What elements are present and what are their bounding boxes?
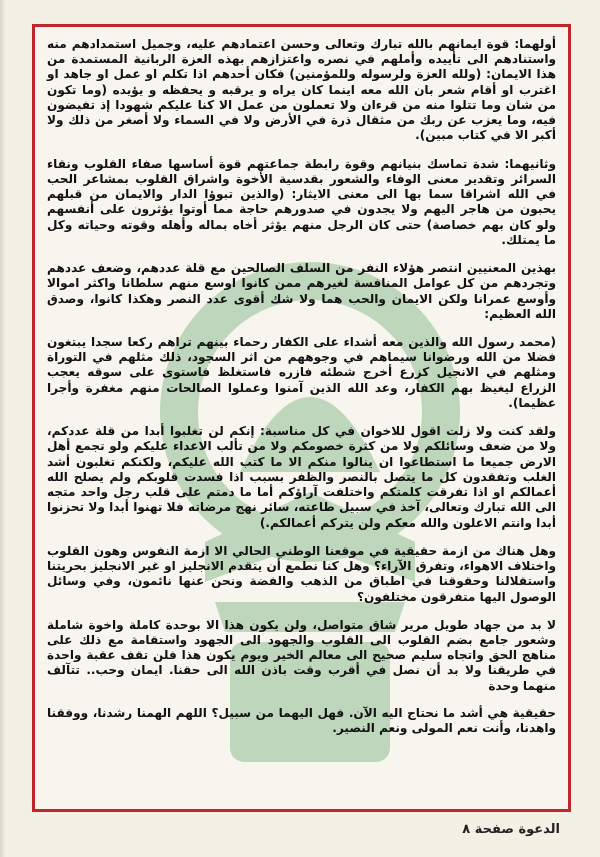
paragraph-second-reason: وثانيهما: شدة تماسك بنيانهم وقوة رابطة جماعتهم قوة أساسها صفاء القلوب ونقاء السرائر وتقدير معنى الوفاء والشعور بقدسية الأخوة واشراق القلوب بمشاعر الحب في الله اشراقا سما بها الى معنى الايثار: (والذين تبوؤا الدار والايمان من قبلهم يحبون من هاجر اليهم ولا يجدون في صدورهم حاجة مما أوتوا يؤثرون على أنفسهم ولو كان بهم خصاصة) حتى كان الرجل منهم يؤثر أخاه بماله وأهله وقوته وحياته وكل ما يمتلك. [47, 156, 556, 247]
paragraph-struggle: لا بد من جهاد طويل مرير شاق متواصل، ولن يكون هذا الا بوحدة كاملة واخوة شاملة وشعور جامع بضم القلوب الى القلوب والجهود الى الجهود واستقامة مع ذلك على مناهج الحق واتجاه سليم صحيح الى معالم الخير ويوم يكون هذا فلن تقف عقبة واحدة في طريقنا ولا بد أن نصل في أقرب وقت باذن الله الى حقنا. ايمان وحب.. تتآلف منهما وحدة [47, 617, 556, 693]
paragraph-advice: ولقد كنت ولا زلت اقول للاخوان في كل مناسبة: إنكم لن تغلبوا أبدا من قلة عددكم، ولا من ضعف وسائلكم ولا من كثرة خصومكم ولا من تألب الاعداء عليكم ولو تجمع أهل الارض جميعا ما استطاعوا ان ينالوا منكم الا ما كتب الله عليكم، ولكنكم تغلبون أشد الغلب وتفقدون كل ما يتصل بالنصر والظفر بسبب اذا فسدت قلوبكم ولم يصلح الله أعمالكم او اذا تفرقت كلمتكم واختلفت آراؤكم أما ما دمتم على قلب رجل واحد متجه الى الله تبارك وتعالى، آخذ في سبيل طاعته، سائر نهج مرضاته فلا تهنوا أبدا ولا تحزنوا أبدا وانتم الاعلون والله معكم ولن يتركم أعمالكم.) [47, 424, 556, 530]
article-body [47, 37, 556, 799]
paragraph-first-reason: أولهما: قوة ايمانهم بالله تبارك وتعالى وحسن اعتمادهم عليه، وجميل استمدادهم منه واستنادهم الى تأييده وأملهم في نصره واعتزازهم بهذه العزة الربانية المستمدة من هذا الايمان: (ولله العزة ولرسوله وللمؤمنين) فكان أحدهم اذا تكلم او عمل او جاهد او اغترب او أقام شعر بان الله معه اينما كان يراه و يرقبه و يحفظه و يؤيده (وما تكون من شان وما تتلوا منه من قرءان ولا تعملون من عمل الا كنا عليكم شهودا إذ تفيضون فيه، وما يعزب عن ربك من مثقال ذرة في الأرض ولا في السماء ولا أصغر من ذلك ولا أكبر الا في كتاب مبين). [47, 37, 556, 143]
paragraph-crisis: وهل هناك من ازمة حقيقية في موقعنا الوطني الحالي الا ازمة النفوس وهون القلوب واختلاف الاهواء، وتفرق الآراء؟ وهل كنا نطمع أن يتقدم الانجليز او غير الانجليز بحريتنا واستقلالنا وحقوقنا في اطباق من الذهب والفضة ونحن عنها نائمون، وفي وسائل الوصول اليها متفرقون مختلفون؟ [47, 543, 556, 604]
page-footer: الدعوة صفحة ٨ [462, 822, 560, 837]
paragraph-closing-prayer: حقيقية هي أشد ما نحتاج اليه الآن. فهل اليهما من سبيل؟ اللهم الهمنا رشدنا، ووفقنا واهدنا، وأنت نعم المولى ونعم النصير. [47, 705, 556, 736]
paragraph-victory: بهذين المعنيين انتصر هؤلاء النفر من السلف الصالحين مع قلة عددهم، وضعف عددهم وتجردهم من كل عوامل المنافسة لغيرهم ممن كانوا اوسع منهم سلطانا واكثر اموالا وأوسع عمرانا ولكن الايمان والحب هما ولا شك أقوى عدد النصر وهكذا كانوا، وصدق الله العظيم: [47, 261, 556, 321]
page-edge-shadow [0, 0, 6, 857]
article-frame [32, 24, 571, 812]
paragraph-quran-verse: (محمد رسول الله والذين معه أشداء على الكفار رحماء بينهم تراهم ركعا سجدا يبتغون فضلا من الله ورضوانا سيماهم في وجوههم من اثر السجود، ذلك مثلهم في التوراة ومثلهم في الانجيل كزرع أخرج شطئه فازره فاستغلظ فاستوى على سوقه يعجب الزراع ليغيظ بهم الكفار، وعد الله الذين آمنوا وعملوا الصالحات منهم مغفرة وأجرا عظيما). [47, 334, 556, 410]
